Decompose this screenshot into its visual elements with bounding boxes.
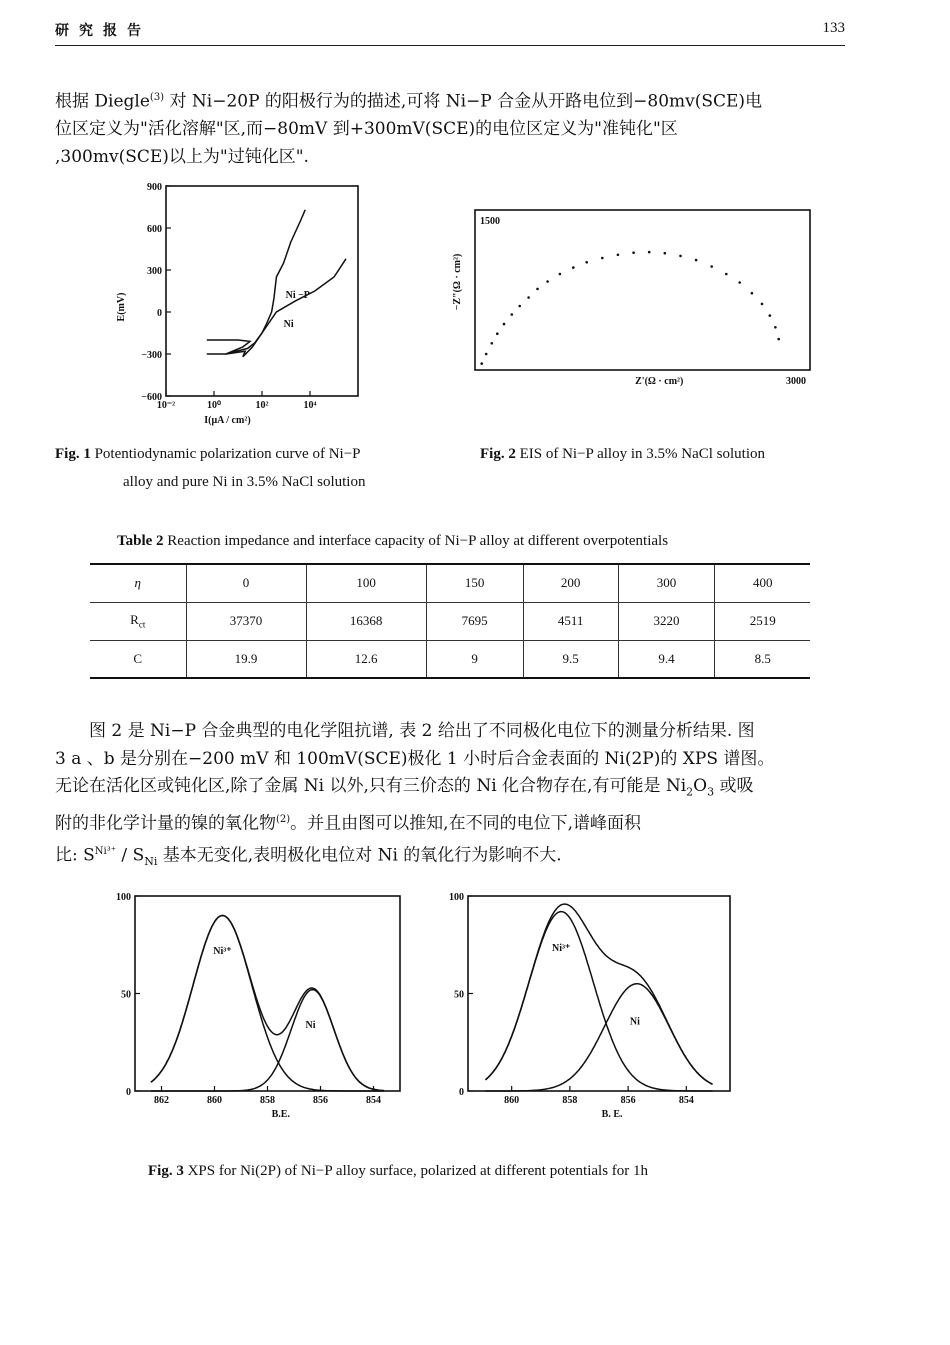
series-label: Ni −P [285,290,310,301]
row-label: C [90,640,186,678]
y-tick-label: 50 [121,989,131,1001]
peak-label: Ni³⁺ [552,943,571,955]
figure-3-caption [148,1157,848,1185]
data-point [496,332,499,335]
component-peak [486,912,713,1091]
x-tick-label: 860 [207,1095,222,1106]
text-line [55,773,847,806]
x-axis-label: B. E. [601,1109,623,1120]
data-point [536,288,539,291]
subscript: Ni [144,855,158,869]
table-cell: 4511 [523,602,618,640]
x-tick-label: 10⁴ [303,400,317,411]
data-point [617,254,620,257]
text-line: 位区定义为"活化溶解"区,而−80mV 到+300mV(SCE)的电位区定义为"准钝化"区 [55,119,678,140]
x-axis-label: Z'(Ω · cm²) [635,376,684,387]
row-label: η [90,564,186,602]
y-tick-label: 50 [454,989,464,1001]
data-point [769,314,772,317]
text-line: 图 2 是 Ni−P 合金典型的电化学阻抗谱, 表 2 给出了不同极化电位下的测量分析结果. 图 [89,721,755,741]
text-span: 基本无变化,表明极化电位对 Ni 的氧化行为影响不大. [157,845,562,866]
y-tick-label: 300 [147,266,162,277]
data-point [559,273,562,276]
table-cell: 200 [523,564,618,602]
caption-label: Table 2 [117,533,164,549]
peak-label: Ni [305,1020,316,1032]
citation-ref: (3) [149,92,165,103]
page-number: 133 [822,20,845,36]
x-tick-label: 860 [504,1095,520,1106]
x-tick-label: 854 [366,1095,381,1106]
caption-label: Fig. 1 [55,446,91,462]
text-span: 或吸 [714,776,754,796]
figure-3 [105,893,825,1133]
plot-frame [166,186,358,396]
subscript: 3 [707,785,715,799]
data-point [527,296,530,299]
text-line [55,838,847,876]
series-line [207,259,346,357]
series-label: Ni [283,318,294,330]
paragraph-1 [55,84,847,171]
plot-frame [475,210,810,370]
caption-text: Reaction impedance and interface capacity of Ni−P alloy at different overpotentials [167,533,669,549]
data-point [664,252,667,255]
y-tick-label: 100 [449,892,464,903]
caption-text: Potentiodynamic polarization curve of Ni−P [94,446,361,462]
data-point [485,353,488,356]
y-axis-label: −Z"(Ω · cm²) [452,253,463,311]
data-point [518,305,521,308]
text-line [55,806,847,838]
data-point [503,323,506,326]
y-axis-label: E(mV) [116,292,127,322]
x-tick-label: 862 [154,1095,169,1106]
data-point [761,303,764,306]
y-tick-label: −300 [141,350,162,361]
figure-1 [110,183,370,438]
figure-1-caption [55,440,475,496]
text-span: 对 Ni−20P 的阳极行为的描述,可将 Ni−P 合金从开路电位到−80mv(SCE)电 [164,91,763,112]
envelope-curve [151,916,384,1091]
series-line [207,210,305,354]
table-cell: 9 [426,640,523,678]
table-row [90,602,810,640]
y-max-label: 1500 [480,216,500,227]
table-cell: 9.4 [618,640,715,678]
text-span: 根据 Diegle [55,91,150,112]
caption-text: EIS of Ni−P alloy in 3.5% NaCl solution [519,446,765,462]
data-point [632,251,635,254]
x-tick-label: 856 [313,1095,328,1106]
text-span: 附的非化学计量的镍的氧化物 [55,813,276,834]
data-point [491,342,494,345]
section-title: 研究报告 [55,23,151,39]
text-span: O [693,776,708,796]
figure-2 [445,205,815,395]
y-tick-label: 100 [116,892,131,903]
data-point [738,281,741,284]
data-point [679,255,682,258]
data-point [648,251,651,254]
text-line: ,300mv(SCE)以上为"过钝化区". [55,146,309,167]
plot-frame [135,896,400,1091]
text-span: 比: S [55,845,95,866]
data-table [90,563,810,679]
table-cell: 3220 [618,602,715,640]
table-row [90,640,810,678]
caption-text: XPS for Ni(2P) of Ni−P alloy surface, polarized at different potentials for 1h [187,1163,649,1179]
table-cell: 150 [426,564,523,602]
x-tick-label: 10² [255,400,269,411]
eis-chart [445,205,815,395]
data-point [725,273,728,276]
data-point [695,259,698,262]
figure-2-caption [480,440,860,468]
y-tick-label: 0 [157,308,162,319]
component-peak [151,990,384,1091]
polarization-chart [110,183,370,438]
table-cell: 8.5 [715,640,810,678]
table-cell: 0 [186,564,306,602]
table-cell: 100 [306,564,426,602]
peak-label: Ni [629,1016,640,1028]
data-point [710,265,713,268]
paragraph-2 [55,718,847,876]
data-point [601,257,604,260]
citation-ref: (2) [276,813,291,825]
x-axis-label: B.E. [271,1109,290,1120]
table-cell: 2519 [715,602,810,640]
y-tick-label: 0 [126,1087,131,1098]
plot-frame [468,896,730,1091]
table-cell: 400 [715,564,810,602]
superscript: Ni³⁺ [94,846,117,858]
component-peak [151,916,384,1092]
data-point [511,313,514,316]
envelope-curve [486,904,713,1084]
data-point [751,292,754,295]
caption-continuation: alloy and pure Ni in 3.5% NaCl solution [123,474,366,490]
x-tick-label: 10⁻² [156,400,176,411]
y-tick-label: 900 [147,182,162,193]
data-point [774,326,777,329]
table-cell: 7695 [426,602,523,640]
x-tick-label: 858 [562,1095,578,1106]
x-tick-label: 10⁰ [206,400,222,411]
table-cell: 19.9 [186,640,306,678]
data-point [572,266,575,269]
table-cell: 9.5 [523,640,618,678]
x-max-label: 3000 [786,376,806,387]
row-label: $R_{ct}$ [90,602,186,640]
x-tick-label: 856 [620,1095,636,1106]
running-header [55,20,845,46]
caption-label: Fig. 3 [148,1163,184,1179]
text-line [55,84,847,116]
table-row [90,564,810,602]
subscript: 2 [686,785,694,799]
data-point [480,362,483,365]
y-tick-label: 600 [147,224,162,235]
data-point [585,261,588,264]
text-line: 3 a 、b 是分别在−200 mV 和 100mV(SCE)极化 1 小时后合金表面的 Ni(2P)的 XPS 谱图。 [55,748,775,769]
text-span: 。并且由图可以推知,在不同的电位下,谱峰面积 [290,813,641,834]
caption-label: Fig. 2 [480,446,516,462]
text-span: / S [116,845,145,866]
x-tick-label: 858 [260,1095,275,1106]
x-tick-label: 854 [678,1095,694,1106]
data-point [777,338,780,341]
data-point [546,280,549,283]
table-cell: 37370 [186,602,306,640]
table-cell: 16368 [306,602,426,640]
x-axis-label: I(μA / cm²) [204,415,251,426]
xps-chart [105,893,825,1133]
text-span: 无论在活化区或钝化区,除了金属 Ni 以外,只有三价态的 Ni 化合物存在,有可能是 Ni [55,776,687,796]
y-tick-label: −600 [141,392,162,403]
peak-label: Ni³⁺ [213,946,232,958]
table-cell: 300 [618,564,715,602]
y-tick-label: 0 [459,1087,464,1098]
table-2-caption [117,533,668,550]
table-cell: 12.6 [306,640,426,678]
